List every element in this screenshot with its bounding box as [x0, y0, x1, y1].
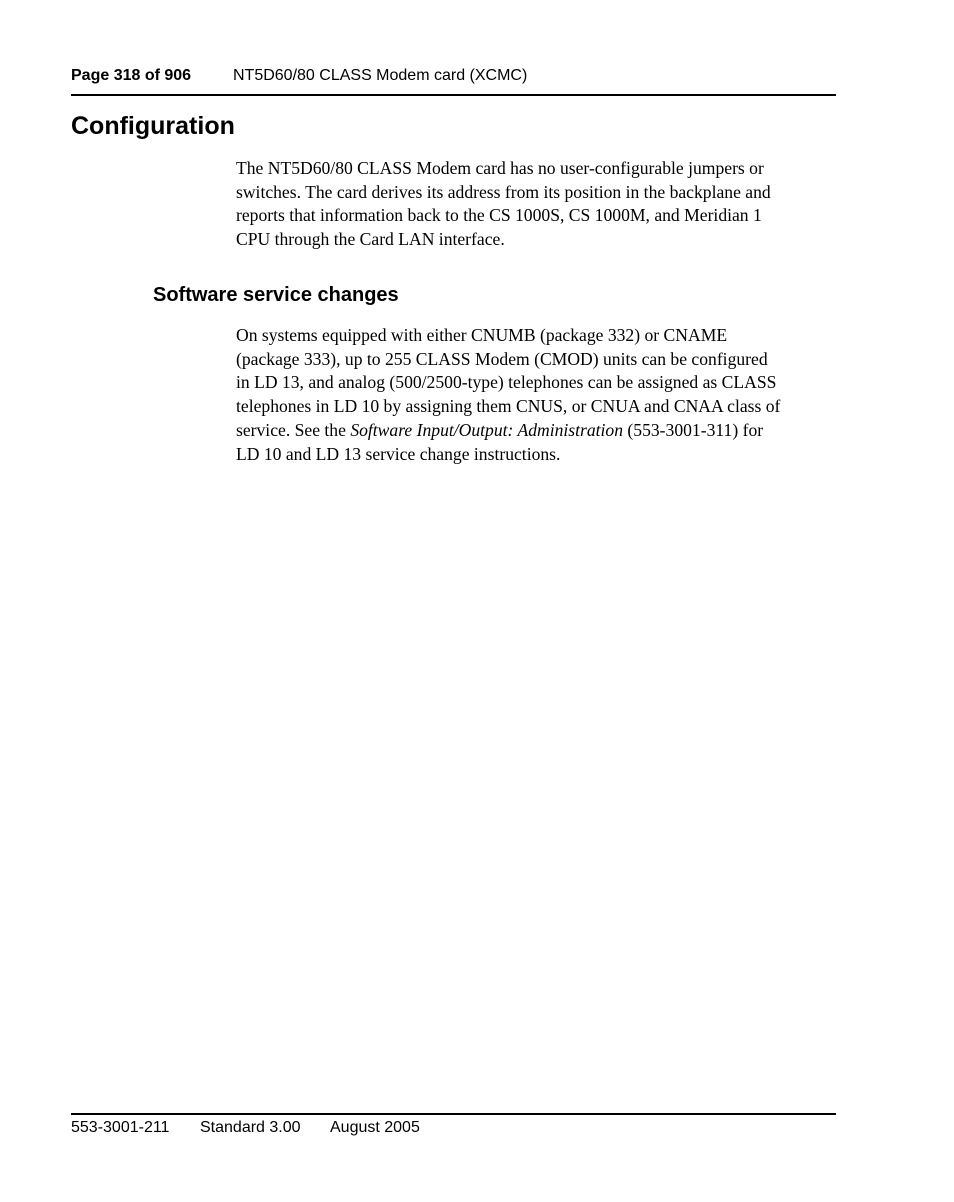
document-title: NT5D60/80 CLASS Modem card (XCMC) [233, 67, 528, 84]
footer-date: August 2005 [330, 1119, 420, 1136]
line-suffix: (553-3001-311) for [623, 419, 764, 440]
paragraph-line: On systems equipped with either CNUMB (package 332) or CNAME [236, 325, 728, 345]
page-footer [71, 1118, 420, 1138]
paragraph-line: reports that information back to the CS 1000S, CS 1000M, and Meridian 1 [236, 205, 762, 226]
software-service-paragraph [236, 324, 836, 466]
page-number: Page 318 of 906 [71, 67, 192, 84]
paragraph-line: LD 10 and LD 13 service change instructions. [236, 443, 561, 464]
footer-divider [71, 1113, 836, 1115]
paragraph-line [236, 419, 836, 443]
page-header [71, 66, 836, 88]
paragraph-line: telephones in LD 10 by assigning them CNUS, or CNUA and CNAA class of [236, 396, 781, 417]
paragraph-line: The NT5D60/80 CLASS Modem card has no user-configurable jumpers or [236, 158, 764, 178]
section-title: Configuration [71, 112, 235, 140]
subsection-title: Software service changes [153, 284, 399, 306]
document-reference: Software Input/Output: Administration [350, 419, 624, 440]
line-prefix: service. See the [236, 419, 351, 440]
footer-doc-number: 553-3001-211 [71, 1119, 170, 1136]
paragraph-line: CPU through the Card LAN interface. [236, 229, 505, 250]
footer-standard: Standard 3.00 [200, 1119, 301, 1136]
paragraph-line: in LD 13, and analog (500/2500-type) telephones can be assigned as CLASS [236, 372, 777, 393]
header-divider [71, 94, 836, 96]
paragraph-line: switches. The card derives its address from its position in the backplane and [236, 181, 771, 202]
paragraph-line: (package 333), up to 255 CLASS Modem (CMOD) units can be configured [236, 348, 768, 369]
configuration-paragraph [236, 157, 836, 252]
